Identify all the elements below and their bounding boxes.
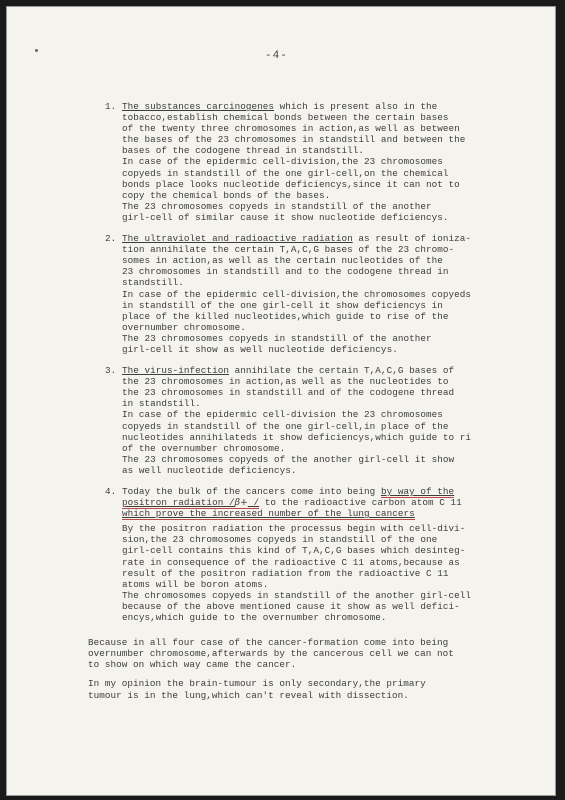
text-run: Today the bulk of the cancers come into being: [122, 486, 381, 497]
text-line: [122, 486, 545, 497]
text-line: [122, 101, 545, 112]
text-line: copy the chemical bonds of the bases.: [122, 189, 331, 201]
text-line: rate in consequence of the radioactive C 11 atoms,because as: [122, 556, 460, 568]
text-line: The 23 chromosomes copyeds in standstill of the another: [122, 332, 432, 344]
text-line: in standstill of the one girl-cell it show deficiencys in: [122, 299, 443, 311]
text-line: nucleotides annihilateds it show deficiencys,which guide to ri: [122, 431, 471, 443]
page-number: -4-: [265, 50, 288, 62]
text-line: sion,the 23 chromosomes copyeds in standstill of the one: [122, 534, 438, 546]
text-line: The chromosomes copyeds in standstill of the another girl-cell: [122, 589, 471, 601]
text-line: tobacco,establish chemical bonds between the certain bases: [122, 112, 449, 124]
text-line: The 23 chromosomes copyeds in standstill of the another: [122, 200, 432, 212]
text-line: place of the killed nucleotides,which guide to rise of the: [122, 310, 449, 322]
text-line: of the overnumber chromosome.: [122, 442, 286, 454]
text-line: the bases of the 23 chromosomes in standstill and between the: [122, 134, 466, 146]
item-number: 1.: [105, 101, 117, 112]
text-line: bases of the codogene thread in standstill.: [122, 145, 365, 157]
underlined-term: The virus-infection: [122, 365, 229, 377]
text-line: overnumber chromosome.: [122, 321, 246, 333]
document-body: [88, 101, 545, 701]
underlined-phrase: positron radiation /: [122, 497, 235, 509]
ink-spot: [35, 49, 38, 52]
document-page: [6, 6, 556, 796]
text-line: atoms will be boron atoms.: [122, 578, 269, 590]
text-run: annihilate the certain T,A,C,G bases of: [228, 365, 455, 377]
underlined-term: The ultraviolet and radioactive radiation: [122, 233, 353, 245]
text-line: because of the above mentioned cause it show as well defici-: [122, 600, 460, 612]
handwritten-beta-plus: β+: [234, 497, 248, 509]
text-line: overnumber chromosome,afterwards by the cancerous cell we can not: [88, 648, 454, 660]
underlined-term: The substances carcinogenes: [122, 101, 274, 112]
text-line: The 23 chromosomes copyeds of the another girl-cell it show: [122, 453, 455, 465]
text-line: somes in action,as well as the certain nucleotides of the: [122, 255, 443, 267]
text-line: copyeds in standstill of the one girl-cell,on the chemical: [122, 167, 449, 179]
text-line: the 23 chromosomes in standstill and of the codogene thread: [122, 387, 455, 399]
text-line: of the twenty three chromosomes in action,as well as between: [122, 123, 460, 135]
closing-paragraph-1: [88, 637, 545, 670]
underlined-phrase: by way of the: [380, 486, 455, 497]
text-line: girl-cell contains this kind of T,A,C,G bases which desinteg-: [122, 545, 466, 557]
numbered-item-3: [105, 365, 545, 476]
underlined-phrase: /: [247, 497, 260, 509]
closing-paragraph-2: [88, 678, 545, 700]
text-line: result of the positron radiation from the radioactive C 11: [122, 567, 449, 579]
text-line: In my opinion the brain-tumour is only secondary,the primary: [88, 678, 426, 690]
text-run: to the radioactive carbon atom C 11: [259, 497, 462, 509]
text-line: the 23 chromosomes in action,as well as the nucleotides to: [122, 376, 449, 388]
text-line: In case of the epidermic cell-division,the 23 chromosomes: [122, 156, 443, 168]
text-line: tumour is in the lung,which can't reveal with dissection.: [88, 689, 409, 701]
numbered-item-2: [105, 233, 545, 355]
text-line: standstill.: [122, 277, 184, 289]
numbered-item-4: [105, 486, 545, 623]
text-line: girl-cell it show as well nucleotide deficiencys.: [122, 343, 398, 355]
text-line: tion annihilate the certain T,A,C,G bases of the 23 chromo-: [122, 244, 455, 256]
text-line: as well nucleotide deficiencys.: [122, 464, 297, 476]
text-line: to show on which way came the cancer.: [88, 659, 297, 671]
text-line: By the positron radiation the processus begin with cell-divi-: [122, 523, 466, 535]
item-number: 4.: [105, 486, 117, 497]
item-number: 2.: [105, 233, 117, 245]
text-line: in standstill.: [122, 398, 201, 410]
text-line: [122, 365, 545, 376]
text-line: copyeds in standstill of the one girl-cell,in place of the: [122, 420, 449, 432]
text-line: bonds place looks nucleotide deficiencys,since it can not to: [122, 178, 460, 190]
text-line: girl-cell of similar cause it show nucleotide deficiencys.: [122, 211, 449, 223]
text-line: encys,which guide to the overnumber chromosome.: [122, 612, 387, 624]
item-number: 3.: [105, 365, 117, 377]
text-line: In case of the epidermic cell-division,the chromosomes copyeds: [122, 288, 471, 300]
numbered-item-1: [105, 101, 545, 223]
text-run: which is present also in the: [273, 101, 438, 112]
text-run: as result of ioniza-: [352, 233, 472, 245]
underlined-phrase: which prove the increased number of the lung cancers: [122, 508, 415, 520]
text-line: 23 chromosomes in standstill and to the codogene thread in: [122, 266, 449, 278]
text-line: [122, 233, 545, 244]
text-line: Because in all four case of the cancer-formation come into being: [88, 637, 449, 649]
text-line: [122, 497, 545, 508]
text-line: [122, 508, 545, 519]
text-line: In case of the epidermic cell-division the 23 chromosomes: [122, 409, 443, 421]
